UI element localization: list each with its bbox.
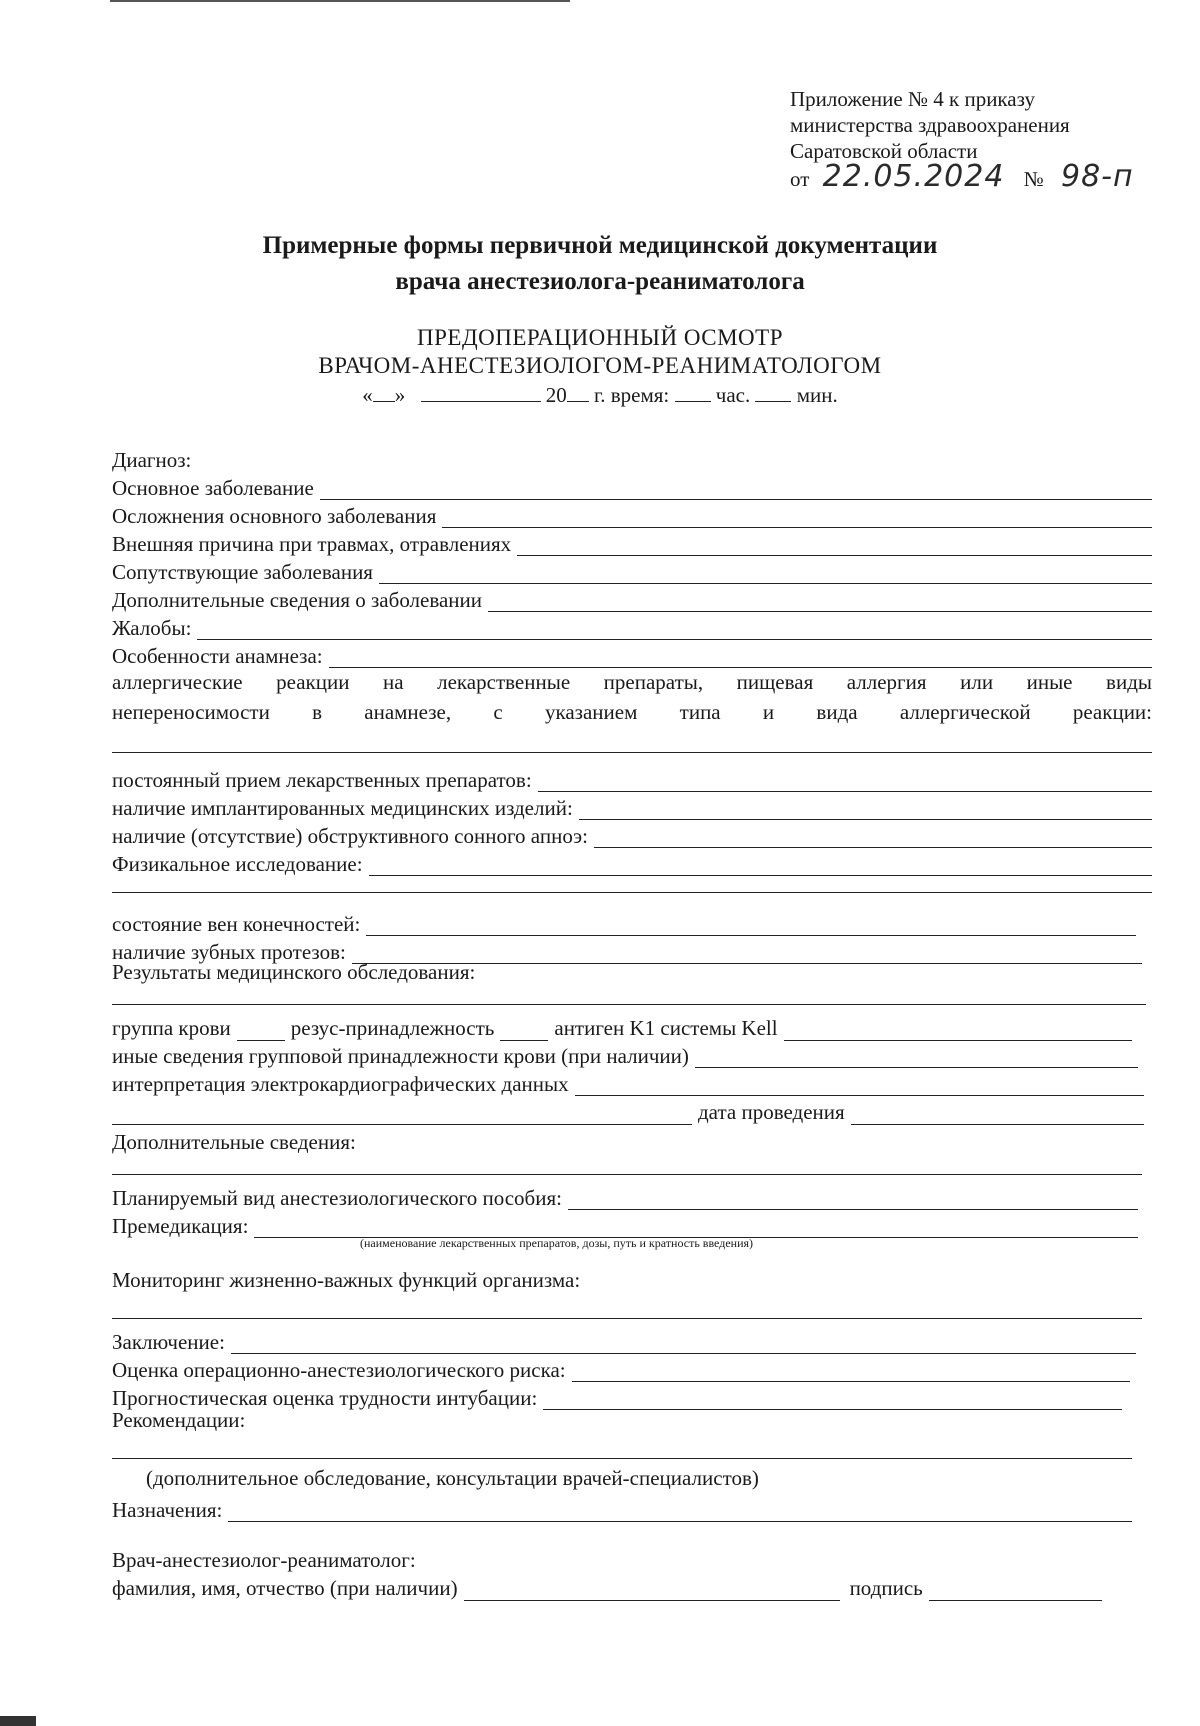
comorbid-row: Сопутствующие заболевания — [112, 560, 1152, 584]
physical-exam-row: Физикальное исследование: — [112, 852, 1152, 876]
recommendations-label: Рекомендации: — [112, 1408, 246, 1432]
ecg-row: интерпретация электрокардиографических данных — [112, 1072, 1144, 1096]
header-line-4 — [790, 159, 1170, 194]
apnea-row: наличие (отсутствие) обструктивного сонного апноэ: — [112, 824, 1152, 848]
intubation-field[interactable] — [543, 1391, 1122, 1410]
monitoring-field[interactable] — [112, 1318, 1142, 1319]
main-disease-field[interactable] — [320, 481, 1152, 500]
planned-anesthesia-row: Планируемый вид анестезиологического пособия: — [112, 1186, 1138, 1210]
exam-results-field[interactable] — [112, 1004, 1146, 1005]
premedication-caption: (наименование лекарственных препаратов, дозы, путь и кратность введения) — [360, 1236, 754, 1250]
prescriptions-row: Назначения: — [112, 1498, 1132, 1522]
risk-field[interactable] — [572, 1363, 1130, 1382]
veins-field[interactable] — [366, 917, 1136, 936]
header-line-3: Саратовской области — [790, 139, 978, 163]
risk-row: Оценка операционно-анестезиологического риска: — [112, 1358, 1130, 1382]
fio-field[interactable] — [464, 1582, 840, 1601]
ot-label: от — [790, 167, 810, 191]
additional-label: Дополнительные сведения: — [112, 1130, 356, 1154]
recommendations-caption: (дополнительное обследование, консультации врачей-специалистов) — [146, 1466, 759, 1490]
year-field[interactable] — [567, 383, 589, 402]
signature-field[interactable] — [929, 1582, 1102, 1601]
allergy-field[interactable] — [112, 752, 1152, 753]
dentures-row: наличие зубных протезов: — [112, 940, 1142, 964]
doctor-label: Врач-анестезиолог-реаниматолог: — [112, 1548, 416, 1572]
complications-field[interactable] — [442, 509, 1152, 528]
minutes-field[interactable] — [755, 383, 791, 402]
implants-row: наличие имплантированных медицинских изделий: — [112, 796, 1152, 820]
apnea-field[interactable] — [594, 829, 1152, 848]
external-cause-row: Внешняя причина при травмах, отравлениях — [112, 532, 1152, 556]
external-cause-field[interactable] — [517, 537, 1152, 556]
complications-row: Осложнения основного заболевания — [112, 504, 1152, 528]
signature-row: фамилия, имя, отчество (при наличии) подпись — [112, 1576, 1102, 1601]
handwritten-date: 22.05.2024 — [822, 159, 1005, 194]
doc-title-line-2: врача анестезиолога-реаниматолога — [395, 268, 805, 295]
rh-field[interactable] — [500, 1022, 548, 1041]
handwritten-number: 98-п — [1060, 159, 1134, 194]
recommendations-field[interactable] — [112, 1458, 1132, 1459]
allergy-text-line-2: непереносимости в анамнезе, с указанием типа и вида аллергической реакции: — [112, 700, 1152, 724]
order-header — [790, 86, 1170, 192]
anamnesis-field[interactable] — [329, 649, 1152, 668]
doc-title-line-1: Примерные формы первичной медицинской документации — [262, 232, 938, 259]
ecg-extra-field[interactable] — [112, 1106, 692, 1125]
complaints-row: Жалобы: — [112, 616, 1152, 640]
veins-row: состояние вен конечностей: — [112, 912, 1136, 936]
day-field[interactable] — [373, 383, 395, 402]
additional-info-row: Дополнительные сведения о заболевании — [112, 588, 1152, 612]
blood-row: группа крови резус-принадлежность антиген K1 системы Kell — [112, 1016, 1152, 1041]
implants-field[interactable] — [579, 801, 1152, 820]
monitoring-label: Мониторинг жизненно-важных функций организма: — [112, 1268, 581, 1292]
number-label: № — [1023, 167, 1044, 191]
constant-meds-field[interactable] — [538, 773, 1152, 792]
premedication-row: Премедикация: — [112, 1214, 1138, 1238]
anamnesis-row: Особенности анамнеза: — [112, 644, 1152, 668]
ecg-date-field[interactable] — [851, 1106, 1144, 1125]
header-line-1: Приложение № 4 к приказу — [790, 87, 1035, 111]
main-disease-row: Основное заболевание — [112, 476, 1152, 500]
conclusion-row: Заключение: — [112, 1330, 1136, 1354]
additional-field[interactable] — [112, 1174, 1142, 1175]
form-date-line: « » 20 г. время: час. мин. — [362, 383, 838, 407]
physical-exam-extra-line[interactable] — [112, 892, 1152, 893]
ecg-date-row: дата проведения — [112, 1100, 1144, 1125]
scan-edge-mark — [0, 1716, 36, 1726]
diagnosis-label: Диагноз: — [112, 448, 192, 472]
additional-info-field[interactable] — [488, 593, 1152, 612]
month-field[interactable] — [421, 383, 541, 402]
conclusion-field[interactable] — [231, 1335, 1136, 1354]
form-title-line-2: ВРАЧОМ-АНЕСТЕЗИОЛОГОМ-РЕАНИМАТОЛОГОМ — [318, 353, 882, 378]
prescriptions-field[interactable] — [228, 1503, 1132, 1522]
physical-exam-field[interactable] — [369, 857, 1152, 876]
exam-results-label: Результаты медицинского обследования: — [112, 960, 476, 984]
comorbid-field[interactable] — [379, 565, 1152, 584]
complaints-field[interactable] — [197, 621, 1152, 640]
ecg-field[interactable] — [575, 1077, 1144, 1096]
intubation-row: Прогностическая оценка трудности интубации: — [112, 1386, 1122, 1410]
other-blood-row: иные сведения групповой принадлежности крови (при наличии) — [112, 1044, 1138, 1068]
constant-meds-row: постоянный прием лекарственных препаратов: — [112, 768, 1152, 792]
scan-edge-line — [110, 0, 570, 2]
form-title-line-1: ПРЕДОПЕРАЦИОННЫЙ ОСМОТР — [417, 325, 783, 350]
other-blood-field[interactable] — [695, 1049, 1138, 1068]
kell-field[interactable] — [784, 1022, 1132, 1041]
hours-field[interactable] — [675, 383, 711, 402]
blood-group-field[interactable] — [237, 1022, 285, 1041]
planned-anesthesia-field[interactable] — [568, 1191, 1138, 1210]
header-line-2: министерства здравоохранения — [790, 113, 1070, 137]
allergy-text-line-1: аллергические реакции на лекарственные препараты, пищевая аллергия или иные виды — [112, 670, 1152, 694]
